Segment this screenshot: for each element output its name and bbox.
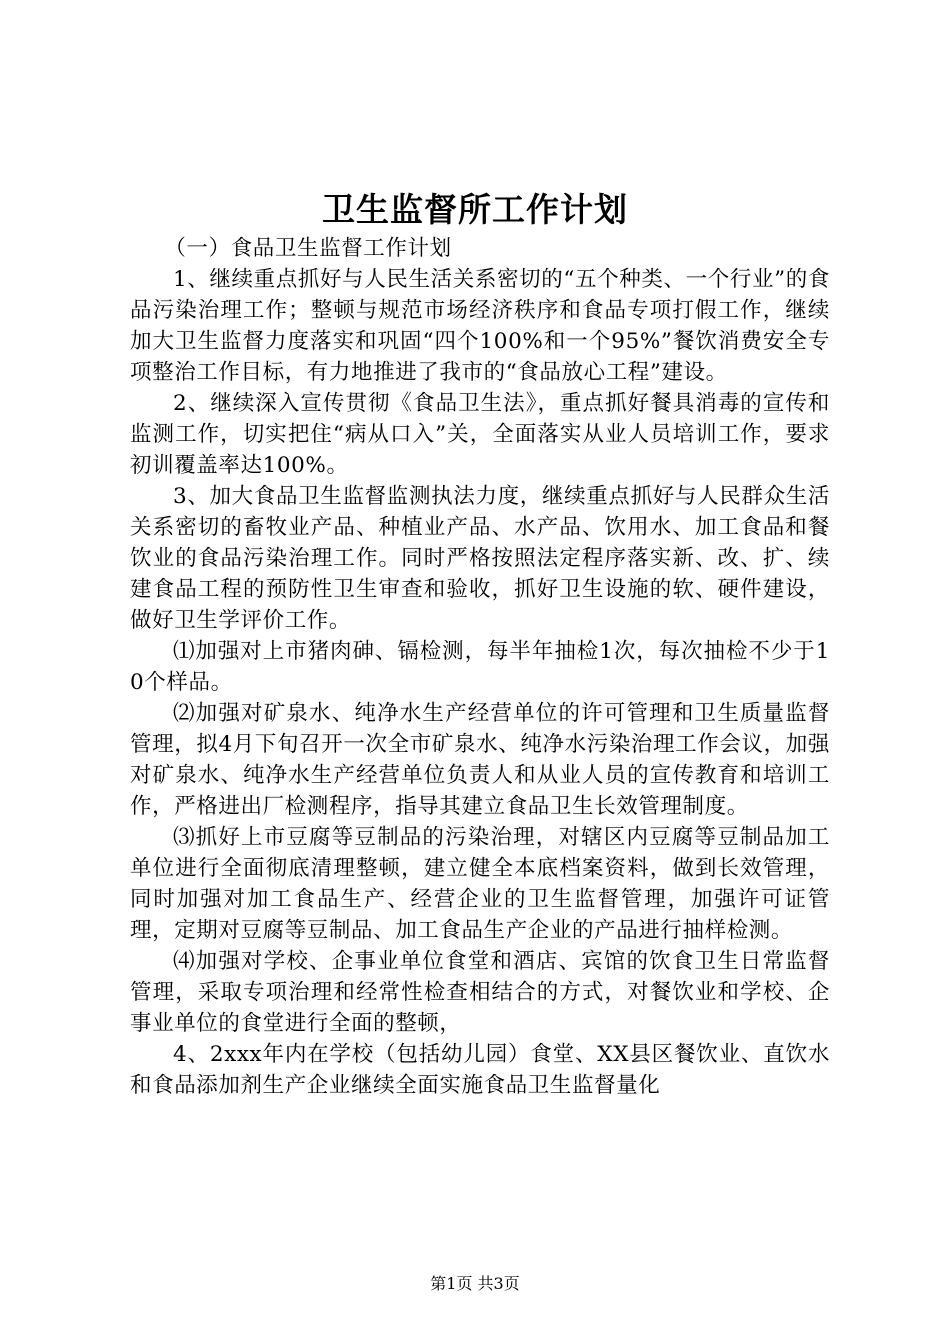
paragraph-item-2: 2、继续深入宣传贯彻《食品卫生法》，重点抓好餐具消毒的宣传和监测工作，切实把住“病从口入”关，全面落实从业人员培训工作，要求初训覆盖率达100%。 (130, 391, 830, 478)
section-heading-food-hygiene: （一）食品卫生监督工作计划 (164, 236, 452, 261)
paragraph-item-4: 4、2xxx年内在学校（包括幼儿园）食堂、XX县区餐饮业、直饮水和食品添加剂生产企业继续全面实施食品卫生监督量化 (130, 1042, 830, 1098)
page-number-footer: 第1页 共3页 (430, 1274, 520, 1293)
paragraph-item-3: 3、加大食品卫生监督监测执法力度，继续重点抓好与人民群众生活关系密切的畜牧业产品、种植业产品、水产品、饮用水、加工食品和餐饮业的食品污染治理工作。同时严格按照法定程序落实新、改、扩、续建食品工程的预防性卫生审查和验收，抓好卫生设施的软、硬件建设，做好卫生学评价工作。 (130, 484, 830, 633)
paragraph-subitem-1: ⑴加强对上市猪肉砷、镉检测，每半年抽检1次，每次抽检不少于10个样品。 (130, 639, 830, 695)
paragraph-subitem-3: ⑶抓好上市豆腐等豆制品的污染治理，对辖区内豆腐等豆制品加工单位进行全面彻底清理整顿，建立健全本底档案资料，做到长效管理，同时加强对加工食品生产、经营企业的卫生监督管理，加强许可证管理，定期对豆腐等豆制品、加工食品生产企业的产品进行抽样检测。 (130, 825, 830, 943)
document-body (130, 233, 830, 1101)
paragraph-item-1: 1、继续重点抓好与人民生活关系密切的“五个种类、一个行业”的食品污染治理工作；整顿与规范市场经济秩序和食品专项打假工作，继续加大卫生监督力度落实和巩固“四个100%和一个95%”餐饮消费安全专项整治工作目标，有力地推进了我市的“食品放心工程”建设。 (130, 267, 830, 385)
paragraph-subitem-4: ⑷加强对学校、企事业单位食堂和酒店、宾馆的饮食卫生日常监督管理，采取专项治理和经常性检查相结合的方式，对餐饮业和学校、企事业单位的食堂进行全面的整顿， (130, 949, 830, 1036)
document-title: 卫生监督所工作计划 (322, 190, 628, 229)
paragraph-subitem-2: ⑵加强对矿泉水、纯净水生产经营单位的许可管理和卫生质量监督管理，拟4月下旬召开一次全市矿泉水、纯净水污染治理工作会议，加强对矿泉水、纯净水生产经营单位负责人和从业人员的宣传教育和培训工作，严格进出厂检测程序，指导其建立食品卫生长效管理制度。 (130, 701, 830, 819)
